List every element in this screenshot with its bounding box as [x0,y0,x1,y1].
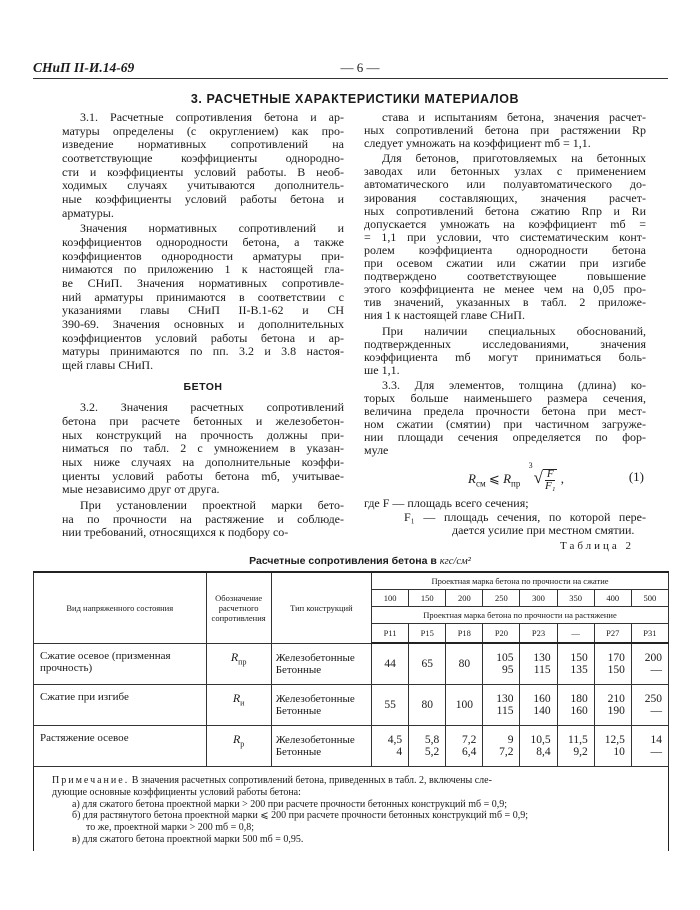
text-line: ных сопротивлений бетона сжатию Rпр и Rи [364,203,646,218]
value-cell [520,643,557,684]
paragraph [62,401,344,497]
text-line: 3.1. Расчетные сопротивления бетона и ар- [80,110,344,124]
text-line: муле [364,443,389,458]
resistance-symbol [206,643,271,684]
tension-grade: P11 [372,624,409,644]
formula-relation: ⩽ [488,471,500,487]
formula-1 [364,461,646,495]
value: — [650,745,662,758]
value-cell [594,684,631,725]
text-line: ных конструкций на прочность должны при- [62,427,344,442]
compression-grade: 100 [372,590,409,607]
right-column [364,111,646,537]
table-title-units: кгс/см² [439,556,471,567]
value: 4,5 [387,733,403,746]
symbol: R [232,731,241,746]
denominator: F₁ [544,479,556,492]
value: 170 [607,651,625,664]
construction-types [271,643,371,684]
text-line: коэффициентов условий работы бетона и ар- [62,330,344,345]
value: 9 [507,733,514,746]
construction-types [271,725,371,766]
header-stress-state: Вид напряженного состояния [34,572,207,643]
symbol: R [232,690,241,705]
value: — [650,663,662,676]
table-row [34,643,669,684]
text-line: ниматься по табл. 2 с умножением в указан- [62,441,344,456]
left-column [62,111,344,540]
text-line: циенты условий работы бетона mб, учитывае- [62,468,344,483]
note-text: дующие основные коэффициенты условий работы бетона: [52,786,301,798]
text-line: ролем коэффициента однородности бетона [364,242,646,257]
note-line [52,787,652,799]
value-cell [631,725,668,766]
tension-grade: P31 [631,624,668,644]
text-line: Значения нормативных сопротивлений и [80,221,344,236]
value: 44 [384,657,396,670]
text-line: ве СНиП. Значения нормативных сопротивле- [62,275,344,290]
tension-grade: P18 [446,624,483,644]
where-line: F₁ — площадь сечения, по которой пере- [404,509,646,524]
text-line: Для бетонов, приготовляемых на бетонных [382,151,646,166]
value-cell [483,725,520,766]
value: 160 [570,704,588,717]
value: 160 [533,692,551,705]
value: 250 [644,692,662,705]
note-line [52,799,652,811]
value: 140 [533,704,551,717]
where-line: где F — площадь всего сечения; [364,496,529,511]
text-line: 3.2. Значения расчетных сопротивлений [80,400,344,415]
compression-grade: 300 [520,590,557,607]
cube-root [528,461,558,492]
note-text: в) для сжатого бетона проектной марки 500 mб = 0,95. [72,833,304,845]
value-cell [631,643,668,684]
value: 80 [421,698,433,711]
text-line: При наличии специальных обоснований, [382,323,646,338]
note-line [52,834,652,846]
value: 6,4 [462,745,477,758]
value-cell [446,643,483,684]
value-cell [594,643,631,684]
text-line: матуры принимаются по пп. 3.2 и 3.8 настоя- [62,344,344,359]
paragraph [364,152,646,322]
paragraph [364,111,646,150]
tension-grade: — [557,624,594,644]
text-line: 390-69. Значения основных и дополнительных [62,316,344,331]
value-cell [557,725,594,766]
value: 11,5 [568,733,588,746]
value: 115 [496,704,514,717]
root-index: 3 [528,461,533,471]
text-line: этого коэффициента не менее чем на 0,05 про- [364,282,646,297]
note-line [52,775,652,787]
value: 105 [496,651,514,664]
formula-rhs-sub: пр [511,479,521,490]
formula-number: (1) [628,469,644,485]
text-line: нии требований, относящихся к подбору со- [62,525,289,540]
value: 190 [607,704,625,717]
text-line: величина предела прочности бетона при мест- [364,404,646,419]
note-label: Примечание. [52,775,130,786]
text-line: нимаются по приложению 1 к настоящей гла- [62,262,344,277]
document-code: СНиП II-И.14-69 [33,60,135,75]
value-cell [520,725,557,766]
value-cell [409,684,446,725]
value: 10,5 [530,733,551,746]
construction-type: Железобетонные [275,651,355,664]
value-cell [372,643,409,684]
text-line: изведение нормативных сопротивлений на [62,137,344,152]
note-text: то же, проектной марки > 200 mб = 0,8; [86,822,254,834]
header-tension-grade: Проектная марка бетона по прочности на растяжение [372,607,669,624]
text-line: на по прочности на растяжение и соблюде- [62,511,344,526]
text-line: ном сжатии (смятии) при частичном загруже- [364,417,646,432]
value-cell [631,684,668,725]
construction-type: Бетонные [275,704,322,717]
text-line: ний арматуры принимаются в соответствии с [62,289,344,304]
stress-state: Сжатие при изгибе [34,684,207,725]
formula-lhs-sub: см [475,479,486,490]
text-line: матуры определены (с округлением) как про- [62,123,344,138]
value: 65 [421,657,433,670]
text-line: коэффициента mб могут приниматься боль- [364,349,646,364]
construction-type: Бетонные [275,663,322,676]
design-resistance-table [33,571,669,767]
text-line: заводах или бетонных узлах с применением [364,164,646,179]
resistance-symbol [206,684,271,725]
table-title [150,555,570,568]
text-line: нии площади сечения определяется по фор- [364,430,646,445]
text-line: коэффициентов однородности арматуры при- [62,248,344,263]
text-line: указаниями главы СНиП II-В.1-62 и СН [62,303,344,318]
header-construction-type: Тип конструкций [271,572,371,643]
symbol-sub: и [240,697,245,707]
note-line [52,822,652,834]
construction-type: Бетонные [275,745,322,758]
value: 5,2 [424,745,440,758]
tension-grade: P20 [483,624,520,644]
value: 95 [501,663,514,676]
value: 9,2 [573,745,588,758]
stress-state: Растяжение осевое [34,725,207,766]
value: 55 [384,698,396,711]
text-line: става и испытаниям бетона, значения расчет- [382,110,646,124]
symbol-sub: пр [238,656,247,666]
compression-grade: 150 [409,590,446,607]
value: 5,8 [424,733,440,746]
value: 200 [644,651,662,664]
text-line: щей главы СНиП. [62,357,154,372]
text-line: ше 1,1. [364,362,400,377]
value-cell [483,643,520,684]
text-line: арматуры. [62,205,114,220]
header-designation: Обозначение расчетного сопротивления [206,572,271,643]
fraction [543,469,558,492]
tension-grade: P27 [594,624,631,644]
compression-grade: 400 [594,590,631,607]
text-line: сти и коэффициенты условий работы. В необ- [62,164,344,179]
paragraph [62,111,344,220]
formula-rhs: R [503,471,512,487]
value: 14 [650,733,662,746]
value-cell [594,725,631,766]
text-line: зирования составляющих, значения расчет- [364,190,646,205]
symbol-sub: р [240,738,245,748]
value: 135 [570,663,588,676]
paragraph [62,499,344,540]
value: 7,2 [499,745,514,758]
value-cell [372,725,409,766]
paragraph [364,325,646,377]
symbol: R [230,649,239,664]
table-label: Таблица 2 [560,540,635,552]
value: 210 [607,692,625,705]
compression-grade: 200 [446,590,483,607]
value: — [650,704,662,717]
table-row [34,725,669,766]
text-line: торых больше наименьшего размера сечения, [364,390,646,405]
value: 10 [613,745,625,758]
value-cell [520,684,557,725]
value-cell [483,684,520,725]
text-line: автоматического или полуавтоматического до- [364,177,646,192]
numerator: F [546,467,554,480]
value-cell [557,643,594,684]
value-cell [409,643,446,684]
text-line: тив значений, указанных в табл. 2 приложе- [364,295,646,310]
paragraph [62,222,344,372]
compression-grade: 500 [631,590,668,607]
note-text: а) для сжатого бетона проектной марки > 200 при расчете прочности бетонных конструкций mб = 0,9; [72,798,508,810]
resistance-symbol [206,725,271,766]
text-line: при осевом сжатии или сжатии при изгибе [364,256,646,271]
subsection-heading: БЕТОН [183,381,223,394]
text-line: ных ниже случаях на дополнительные коэффи- [62,455,344,470]
value: 100 [455,698,473,711]
text-line: соответствующие коэффициенты однородно- [62,150,344,165]
page-number: — 6 — [340,60,380,75]
text-line: ные коэффициенты условий работы бетона и [62,191,344,206]
text-line: следует умножать на коэффициент mб = 1,1. [364,136,591,151]
text-line: мые независимо друг от друга. [62,482,220,497]
stress-state: Сжатие осевое (призменная прочность) [34,643,207,684]
text-line: ных сопротивлений бетона при растяжении Rр [364,123,646,138]
tension-grade: P23 [520,624,557,644]
note-text: В значения расчетных сопротивлений бетона, приведенных в табл. 2, включены сле- [131,775,492,786]
tension-grade: P15 [409,624,446,644]
text-line: 3.3. Для элементов, толщина (длина) ко- [382,377,646,392]
formula-comma: , [560,471,564,487]
text-line: допускается умножать на коэффициент mб = [364,216,646,231]
construction-types [271,684,371,725]
value-cell [409,725,446,766]
text-line: ходимых случаях учитываются дополнитель- [62,178,344,193]
value-cell [372,684,409,725]
table-title-text: Расчетные сопротивления бетона в [249,555,437,567]
right-column-text [364,111,646,457]
header-rule [33,78,668,79]
root-sign: √ [533,468,543,488]
text-line: = 1,1 при условии, что систематическим конт- [364,229,646,244]
note-text: б) для растянутого бетона проектной марки ⩽ 200 при расчете прочности бетонных конструкций mб = 0,9; [72,810,528,822]
formula-lhs: R [468,471,476,487]
value-cell [446,684,483,725]
section-title: 3. РАСЧЕТНЫЕ ХАРАКТЕРИСТИКИ МАТЕРИАЛОВ [190,92,520,106]
construction-type: Железобетонные [275,733,355,746]
compression-grade: 250 [483,590,520,607]
value: 115 [533,663,551,676]
value: 180 [570,692,588,705]
text-line: подтверждено соответствующее повышение [364,269,646,284]
value: 4 [396,745,403,758]
value-cell [557,684,594,725]
formula-expression [468,461,564,497]
note-line [52,810,652,822]
text-line: подтвержденных исследованиями, значения [364,336,646,351]
table-note [52,775,652,846]
compression-grade: 350 [557,590,594,607]
table-row [34,684,669,725]
text-line: При установлении проектной марки бето- [80,498,344,513]
text-line: ния 1 к настоящей главе СНиП. [364,308,525,323]
text-line: коэффициентов однородности бетона, а также [62,234,344,249]
value: 7,2 [462,733,477,746]
header-compression-grade: Проектная марка бетона по прочности на сжатие [372,572,669,590]
value: 130 [496,692,514,705]
value: 130 [533,651,551,664]
where-line: дается усилие при местном смятии. [452,522,635,537]
value: 150 [607,663,625,676]
value: 80 [458,657,471,670]
value: 8,4 [536,745,551,758]
paragraph [364,379,646,458]
construction-type: Железобетонные [275,692,355,705]
text-line: бетона при расчете бетонных и железобетон- [62,414,344,429]
value: 12,5 [604,733,625,746]
value: 150 [570,651,588,664]
value-cell [446,725,483,766]
